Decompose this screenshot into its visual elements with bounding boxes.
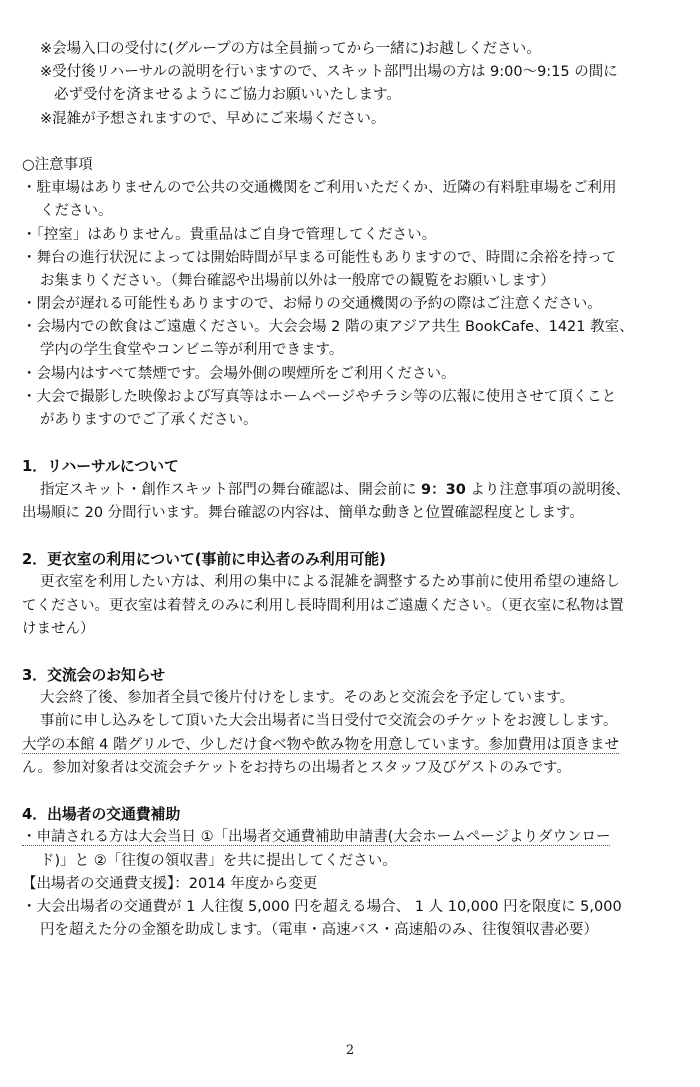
rehearsal-text-b: より注意事項の説明後、 (465, 481, 630, 498)
dressing-line-2: てください。更衣室は着替えのみに利用し長時間利用はご遠慮ください。（更衣室に私物は置 (22, 597, 624, 614)
dressing-line-3: けません） (22, 620, 95, 637)
rehearsal-line-2: 出場順に 20 分間行います。舞台確認の内容は、簡単な動きと位置確認程度とします。 (22, 504, 584, 521)
page-number: 2 (345, 1043, 355, 1058)
note-waiting-room: ・「控室」はありません。貴重品はご自身で管理してください。 (22, 226, 437, 243)
intro-line-reception: ※会場入口の受付に(グループの方は全員揃ってから一緒に)お越しください。 (40, 41, 541, 57)
section-heading-transport: 4．出場者の交通費補助 (22, 806, 181, 824)
transport-support-title: 【出場者の交通費支援】：2014 年度から変更 (22, 875, 318, 892)
note-food: ・会場内での飲食はご遠慮ください。大会会場 2 階の東アジア共生 BookCafe、1421 教室、 (22, 319, 634, 336)
note-closing: ・閉会が遅れる可能性もありますので、お帰りの交通機関の予約の際はご注意ください。 (22, 296, 602, 313)
transport-line-1 (22, 826, 678, 849)
section-heading-dressing-room: 2．更衣室の利用について(事前に申込者のみ利用可能) (22, 551, 386, 569)
spacer (22, 780, 678, 803)
intro-line-crowd: ※混雑が予想されますので、早めにご来場ください。 (40, 110, 386, 127)
spacer (22, 432, 678, 455)
section-heading-rehearsal: 1．リハーサルについて (22, 458, 179, 476)
social-line-3-text: 大学の本館 4 階グリルで、少しだけ食べ物や飲み物を用意しています。参加費用は頂きませ (22, 736, 619, 753)
intro-line-rehearsal: ※受付後リハーサルの説明を行いますので、スキット部門出場の方は 9:00～9:15 の間に (40, 64, 618, 81)
intro-line-rehearsal-cont: 必ず受付を済ませるようにご協力お願いいたします。 (54, 87, 401, 104)
dressing-line-1: 更衣室を利用したい方は、利用の集中による混雑を調整するため事前に使用希望の連絡し (40, 574, 620, 591)
note-food-cont: 学内の学生食堂やコンビニ等が利用できます。 (40, 342, 344, 359)
rehearsal-text-a: 指定スキット・創作スキット部門の舞台確認は、開会前に (40, 481, 422, 498)
transport-line-4: ・大会出場者の交通費が 1 人往復 5,000 円を超える場合、 1 人 10,000 円を限度に 5,000 (22, 898, 622, 915)
transport-line-5: 円を超えた分の金額を助成します。（電車・高速バス・高速船のみ、往復領収書必要） (40, 922, 598, 939)
note-parking: ・駐車場はありませんので公共の交通機関をご利用いただくか、近隣の有料駐車場をご利用 (22, 180, 617, 197)
social-line-2: 事前に申し込みをして頂いた大会出場者に当日受付で交流会のチケットをお渡しします。 (40, 713, 618, 730)
note-smoking: ・会場内はすべて禁煙です。会場外側の喫煙所をご利用ください。 (22, 365, 456, 382)
social-line-4: ん。参加対象者は交流会チケットをお持ちの出場者とスタッフ及びゲストのみです。 (22, 759, 571, 776)
transport-line-1-text: ・申請される方は大会当日 ①「出場者交通費補助申請書(大会ホームページよりダウンロー (22, 829, 611, 846)
social-line-1: 大会終了後、参加者全員で後片付けをします。そのあと交流会を予定しています。 (40, 690, 575, 707)
transport-line-2: ド)」と ②「往復の領収書」を共に提出してください。 (40, 852, 397, 869)
social-line-3 (22, 734, 678, 757)
notes-title: ○注意事項 (22, 156, 93, 173)
spacer (22, 641, 678, 664)
note-photos-cont: がありますのでご了承ください。 (40, 412, 258, 428)
rehearsal-time: 9：30 (421, 481, 466, 498)
note-parking-cont: ください。 (40, 203, 113, 220)
note-schedule-cont: お集まりください。（舞台確認や出場前以外は一般席での観覧をお願いします） (40, 272, 555, 289)
section-heading-social: 3．交流会のお知らせ (22, 667, 166, 685)
rehearsal-line-1 (22, 479, 678, 502)
note-schedule: ・舞台の進行状況によっては開始時間が早まる可能性もありますので、時間に余裕を持って (22, 249, 617, 266)
document-body (22, 38, 678, 942)
spacer (22, 525, 678, 548)
note-photos: ・大会で撮影した映像および写真等はホームページやチラシ等の広報に使用させて頂くこと (22, 388, 617, 405)
spacer (22, 131, 678, 154)
